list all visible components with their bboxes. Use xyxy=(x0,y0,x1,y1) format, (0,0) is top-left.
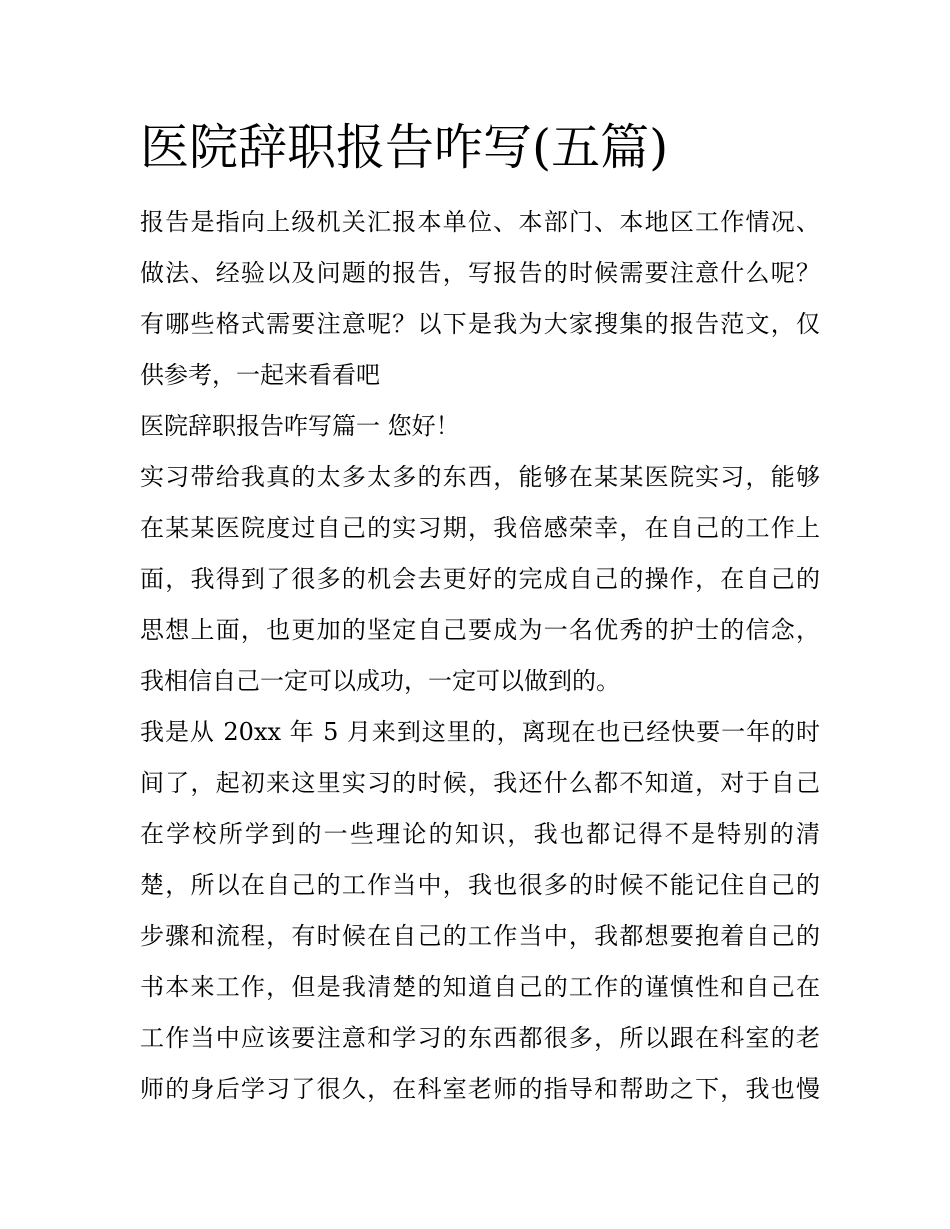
text-line: 做法、经验以及问题的报告，写报告的时候需要注意什么呢？ xyxy=(140,259,820,287)
text-line: 工作当中应该要注意和学习的东西都很多，所以跟在科室的老 xyxy=(140,1024,820,1052)
document-body xyxy=(140,197,820,1115)
text-line: 有哪些格式需要注意呢？以下是我为大家搜集的报告范文，仅 xyxy=(140,310,820,338)
text-line: 面，我得到了很多的机会去更好的完成自己的操作，在自己的 xyxy=(140,565,820,593)
text-line: 师的身后学习了很久，在科室老师的指导和帮助之下，我也慢 xyxy=(140,1075,820,1103)
text-line: 步骤和流程，有时候在自己的工作当中，我都想要抱着自己的 xyxy=(140,922,820,950)
text-line: 在某某医院度过自己的实习期，我倍感荣幸，在自己的工作上 xyxy=(140,514,820,542)
text-line: 书本来工作，但是我清楚的知道自己的工作的谨慎性和自己在 xyxy=(140,973,820,1001)
text-line: 我是从 20xx 年 5 月来到这里的，离现在也已经快要一年的时 xyxy=(140,718,820,746)
text-line: 实习带给我真的太多太多的东西，能够在某某医院实习，能够 xyxy=(140,463,820,491)
text-line: 医院辞职报告咋写篇一 您好！ xyxy=(140,412,460,440)
text-line: 报告是指向上级机关汇报本单位、本部门、本地区工作情况、 xyxy=(140,208,820,236)
text-line: 在学校所学到的一些理论的知识，我也都记得不是特别的清 xyxy=(140,820,820,848)
text-line: 我相信自己一定可以成功，一定可以做到的。 xyxy=(140,667,620,695)
text-line: 楚，所以在自己的工作当中，我也很多的时候不能记住自己的 xyxy=(140,871,820,899)
document-title: 医院辞职报告咋写(五篇) xyxy=(140,119,669,176)
text-line: 供参考，一起来看看吧 xyxy=(140,361,380,389)
text-line: 思想上面，也更加的坚定自己要成为一名优秀的护士的信念， xyxy=(140,616,820,644)
text-line: 间了，起初来这里实习的时候，我还什么都不知道，对于自己 xyxy=(140,769,820,797)
